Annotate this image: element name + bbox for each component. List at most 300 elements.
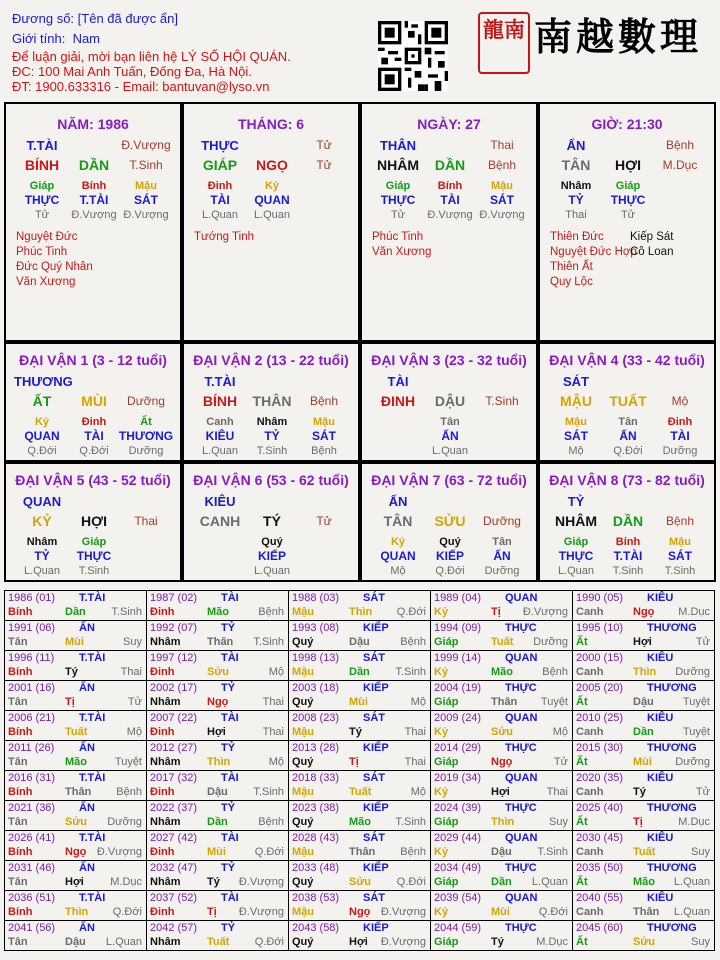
year-label: 2004 (19) bbox=[434, 682, 482, 694]
year-cell[interactable] bbox=[146, 800, 289, 831]
year-god: KIẾP bbox=[363, 742, 389, 754]
hidden-stem: Nhâm bbox=[26, 536, 58, 548]
year-branch: Dần bbox=[491, 876, 512, 888]
hidden-stem: Quý bbox=[261, 536, 283, 548]
year-god: KIÊU bbox=[647, 892, 674, 904]
dai-van-cell[interactable] bbox=[360, 462, 538, 582]
year-god: QUAN bbox=[505, 652, 538, 664]
year-stem: Nhâm bbox=[150, 756, 181, 768]
year-cell[interactable] bbox=[572, 740, 715, 771]
year-branch: Tý bbox=[349, 726, 362, 738]
pillar-star: Phúc Tinh bbox=[16, 246, 68, 258]
pillar-star: Văn Xương bbox=[16, 276, 76, 288]
year-truong-sinh: Suy bbox=[123, 636, 142, 648]
hidden-ts: Q.Đới bbox=[79, 445, 109, 457]
year-god: T.TÀI bbox=[79, 892, 106, 904]
year-cell[interactable] bbox=[430, 650, 573, 681]
hidden-god: TÀI bbox=[440, 193, 460, 207]
year-cell[interactable] bbox=[430, 740, 573, 771]
year-branch: Tý bbox=[633, 786, 646, 798]
year-god: SÁT bbox=[363, 892, 385, 904]
pillar-chi: NGỌ bbox=[256, 157, 288, 173]
year-truong-sinh: Mộ bbox=[552, 726, 568, 738]
pillar-star: Thiên Ất bbox=[550, 261, 593, 273]
year-stem: Canh bbox=[576, 726, 604, 738]
year-cell[interactable] bbox=[572, 770, 715, 801]
year-cell[interactable] bbox=[430, 800, 573, 831]
year-label: 2031 (46) bbox=[8, 862, 56, 874]
year-branch: Mùi bbox=[65, 636, 84, 648]
year-god: ẤN bbox=[79, 682, 95, 694]
dai-van-can: NHÂM bbox=[555, 513, 597, 529]
year-god: THƯƠNG bbox=[647, 922, 697, 934]
year-stem: Mậu bbox=[292, 726, 314, 738]
year-truong-sinh: Q.Đới bbox=[112, 906, 142, 918]
dai-van-chi-ts: Mộ bbox=[671, 394, 689, 408]
year-branch: Mão bbox=[65, 756, 87, 768]
phone-email-line[interactable]: ĐT: 1900.633316 - Email: bantuvan@lyso.vn bbox=[12, 79, 270, 94]
year-cell[interactable] bbox=[430, 590, 573, 621]
year-label: 1992 (07) bbox=[150, 622, 198, 634]
pillar-thap-than: THỰC bbox=[201, 138, 239, 153]
year-god: TÀI bbox=[221, 592, 239, 604]
year-god: TỶ bbox=[221, 922, 236, 934]
year-label: 2015 (30) bbox=[576, 742, 624, 754]
hidden-god: KIẾP bbox=[435, 549, 464, 563]
year-cell[interactable] bbox=[288, 830, 431, 861]
year-truong-sinh: Tử bbox=[695, 636, 710, 648]
year-cell[interactable] bbox=[146, 650, 289, 681]
pillar-truong-sinh: Bệnh bbox=[665, 138, 695, 152]
brand-logo: 南越數理 bbox=[534, 14, 703, 59]
year-cell[interactable] bbox=[430, 920, 573, 951]
year-truong-sinh: Đ.Vượng bbox=[522, 606, 568, 618]
hidden-stem: Nhâm bbox=[560, 180, 592, 192]
hidden-ts: L.Quan bbox=[201, 209, 239, 221]
year-cell[interactable] bbox=[288, 860, 431, 891]
hidden-god: SÁT bbox=[564, 429, 588, 443]
year-stem: Giáp bbox=[434, 816, 459, 828]
pillar-star-secondary: Cô Loan bbox=[630, 246, 674, 258]
year-cell[interactable] bbox=[146, 830, 289, 861]
year-stem: Tân bbox=[8, 636, 28, 648]
year-stem: Giáp bbox=[434, 876, 459, 888]
year-god: TỶ bbox=[221, 682, 236, 694]
year-branch: Thìn bbox=[633, 666, 657, 678]
year-god: ẤN bbox=[79, 802, 95, 814]
year-truong-sinh: Mộ bbox=[268, 666, 284, 678]
year-cell[interactable] bbox=[288, 770, 431, 801]
year-cell[interactable] bbox=[146, 860, 289, 891]
hidden-god: THƯƠNG bbox=[118, 429, 174, 443]
year-cell[interactable] bbox=[430, 890, 573, 921]
year-label: 2029 (44) bbox=[434, 832, 482, 844]
hidden-stem: Đinh bbox=[207, 180, 233, 192]
hidden-stem: Giáp bbox=[29, 180, 55, 192]
year-stem: Mậu bbox=[292, 906, 314, 918]
year-label: 1999 (14) bbox=[434, 652, 482, 664]
year-cell[interactable] bbox=[4, 680, 147, 711]
year-branch: Dậu bbox=[491, 846, 512, 858]
year-stem: Bính bbox=[8, 666, 33, 678]
year-branch: Thân bbox=[207, 636, 234, 648]
hidden-ts: L.Quan bbox=[23, 565, 61, 577]
year-label: 1998 (13) bbox=[292, 652, 340, 664]
year-god: KIẾP bbox=[363, 802, 389, 814]
year-cell[interactable] bbox=[146, 590, 289, 621]
year-cell[interactable] bbox=[4, 620, 147, 651]
year-truong-sinh: Bệnh bbox=[400, 846, 426, 858]
pillar-can: TÂN bbox=[561, 157, 591, 173]
hidden-stem: Đinh bbox=[667, 416, 693, 428]
year-god: TỶ bbox=[221, 622, 236, 634]
year-stem: Quý bbox=[292, 636, 314, 648]
year-stem: Bính bbox=[8, 726, 33, 738]
year-cell[interactable] bbox=[288, 800, 431, 831]
year-label: 2026 (41) bbox=[8, 832, 56, 844]
pillar-cell bbox=[538, 102, 716, 342]
year-label: 2025 (40) bbox=[576, 802, 624, 814]
year-cell[interactable] bbox=[146, 890, 289, 921]
dai-van-thap-than: T.TÀI bbox=[204, 374, 236, 389]
year-cell[interactable] bbox=[430, 770, 573, 801]
year-branch: Dậu bbox=[65, 936, 86, 948]
hidden-god: TỶ bbox=[34, 549, 50, 563]
year-cell[interactable] bbox=[288, 920, 431, 951]
hidden-god: QUAN bbox=[254, 193, 290, 207]
hidden-stem: Mậu bbox=[565, 416, 587, 428]
year-label: 2003 (18) bbox=[292, 682, 340, 694]
year-truong-sinh: Mộ bbox=[126, 726, 142, 738]
year-label: 2024 (39) bbox=[434, 802, 482, 814]
year-stem: Ất bbox=[576, 816, 588, 828]
year-cell[interactable] bbox=[572, 590, 715, 621]
year-cell[interactable] bbox=[572, 680, 715, 711]
year-stem: Ất bbox=[576, 636, 588, 648]
year-label: 2019 (34) bbox=[434, 772, 482, 784]
year-branch: Sửu bbox=[349, 876, 372, 888]
year-branch: Tuất bbox=[65, 726, 88, 738]
year-cell[interactable] bbox=[572, 830, 715, 861]
year-stem: Quý bbox=[292, 696, 314, 708]
year-label: 2021 (36) bbox=[8, 802, 56, 814]
year-god: TỶ bbox=[221, 742, 236, 754]
year-label: 1994 (09) bbox=[434, 622, 482, 634]
year-stem: Đinh bbox=[150, 846, 175, 858]
dai-van-chi-ts: Bệnh bbox=[309, 394, 339, 408]
year-cell[interactable] bbox=[288, 680, 431, 711]
year-god: QUAN bbox=[505, 832, 538, 844]
dai-van-chi: MÙI bbox=[81, 393, 107, 409]
year-stem: Đinh bbox=[150, 786, 175, 798]
year-cell[interactable] bbox=[146, 620, 289, 651]
year-stem: Mậu bbox=[292, 786, 314, 798]
year-truong-sinh: Thai bbox=[262, 696, 284, 708]
year-label: 2042 (57) bbox=[150, 922, 198, 934]
year-label: 1987 (02) bbox=[150, 592, 198, 604]
year-truong-sinh: Đ.Vượng bbox=[238, 906, 284, 918]
hidden-god: QUAN bbox=[380, 549, 416, 563]
year-branch: Mùi bbox=[491, 906, 510, 918]
year-label: 1991 (06) bbox=[8, 622, 56, 634]
hidden-ts: Đ.Vượng bbox=[479, 209, 525, 221]
year-cell[interactable] bbox=[4, 770, 147, 801]
dai-van-cell[interactable] bbox=[4, 342, 182, 462]
pillar-star: Thiên Đức bbox=[550, 231, 604, 243]
pillar-star: Văn Xương bbox=[372, 246, 432, 258]
year-cell[interactable] bbox=[146, 920, 289, 951]
year-stem: Nhâm bbox=[150, 696, 181, 708]
year-god: THƯƠNG bbox=[647, 742, 697, 754]
year-cell[interactable] bbox=[4, 740, 147, 771]
year-cell[interactable] bbox=[572, 650, 715, 681]
year-branch: Mùi bbox=[349, 696, 368, 708]
year-truong-sinh: Tuyệt bbox=[682, 726, 710, 738]
dai-van-cell[interactable] bbox=[360, 342, 538, 462]
hidden-ts: Q.Đới bbox=[27, 445, 57, 457]
year-truong-sinh: T.Sinh bbox=[395, 666, 426, 678]
year-god: TÀI bbox=[221, 652, 239, 664]
hidden-ts: Thai bbox=[565, 209, 587, 221]
year-cell[interactable] bbox=[288, 650, 431, 681]
year-god: THỰC bbox=[505, 862, 537, 874]
year-stem: Bính bbox=[8, 906, 33, 918]
year-stem: Đinh bbox=[150, 666, 175, 678]
dai-van-can: KỶ bbox=[32, 513, 52, 529]
year-truong-sinh: Bệnh bbox=[542, 666, 568, 678]
owner-line: Đương số: [Tên đã được ẩn] bbox=[12, 11, 178, 26]
year-god: ẤN bbox=[79, 862, 95, 874]
year-branch: Ngọ bbox=[633, 606, 655, 618]
hidden-stem: Giáp bbox=[615, 180, 641, 192]
year-truong-sinh: Thai bbox=[546, 786, 568, 798]
year-stem: Mậu bbox=[292, 666, 314, 678]
year-cell[interactable] bbox=[572, 860, 715, 891]
pillar-title: NĂM: 1986 bbox=[57, 116, 129, 132]
hidden-god: ẤN bbox=[441, 429, 459, 443]
year-cell[interactable] bbox=[430, 710, 573, 741]
dai-van-can: TÂN bbox=[383, 513, 413, 529]
dai-van-title: ĐẠI VẬN 2 (13 - 22 tuổi) bbox=[193, 352, 349, 368]
hidden-stem: Tân bbox=[440, 416, 460, 428]
dai-van-cell[interactable] bbox=[538, 342, 716, 462]
hidden-ts: T.Sinh bbox=[664, 565, 696, 577]
address-line: ĐC: 100 Mai Anh Tuấn, Đống Đa, Hà Nội. bbox=[12, 64, 252, 79]
hidden-ts: Tử bbox=[34, 209, 50, 221]
year-cell[interactable] bbox=[572, 620, 715, 651]
year-stem: Ất bbox=[576, 696, 588, 708]
year-label: 1996 (11) bbox=[8, 652, 55, 664]
year-label: 1989 (04) bbox=[434, 592, 482, 604]
pillar-can: NHÂM bbox=[377, 157, 419, 173]
pillar-cell bbox=[360, 102, 538, 342]
year-god: KIÊU bbox=[647, 712, 674, 724]
year-cell[interactable] bbox=[4, 830, 147, 861]
year-cell[interactable] bbox=[288, 740, 431, 771]
year-label: 2008 (23) bbox=[292, 712, 340, 724]
year-branch: Hợi bbox=[633, 636, 652, 648]
year-branch: Dần bbox=[65, 606, 86, 618]
dai-van-cell[interactable] bbox=[182, 342, 360, 462]
year-cell[interactable] bbox=[288, 890, 431, 921]
pillar-chi: DẦN bbox=[434, 157, 466, 173]
year-cell[interactable] bbox=[146, 770, 289, 801]
dai-van-chi: TUẤT bbox=[609, 393, 647, 409]
year-cell[interactable] bbox=[4, 590, 147, 621]
year-cell[interactable] bbox=[4, 920, 147, 951]
pillar-thap-than: T.TÀI bbox=[26, 138, 58, 153]
year-label: 2044 (59) bbox=[434, 922, 482, 934]
dai-van-chi-ts: Dưỡng bbox=[127, 394, 165, 408]
dai-van-can: ẤT bbox=[32, 393, 52, 409]
hidden-ts: Đ.Vượng bbox=[427, 209, 473, 221]
year-branch: Mão bbox=[633, 876, 655, 888]
year-cell[interactable] bbox=[146, 680, 289, 711]
year-stem: Mậu bbox=[292, 846, 314, 858]
year-cell[interactable] bbox=[572, 920, 715, 951]
year-cell[interactable] bbox=[430, 830, 573, 861]
year-truong-sinh: Bệnh bbox=[116, 786, 142, 798]
year-truong-sinh: Q.Đới bbox=[254, 846, 284, 858]
hidden-stem: Bính bbox=[437, 180, 463, 192]
year-branch: Thìn bbox=[349, 606, 373, 618]
year-branch: Thân bbox=[349, 846, 376, 858]
year-cell[interactable] bbox=[572, 800, 715, 831]
hidden-stem: Giáp bbox=[385, 180, 411, 192]
year-label: 2013 (28) bbox=[292, 742, 340, 754]
year-label: 1995 (10) bbox=[576, 622, 624, 634]
year-truong-sinh: M.Dục bbox=[678, 816, 710, 828]
year-branch: Dậu bbox=[633, 696, 654, 708]
year-label: 2006 (21) bbox=[8, 712, 56, 724]
year-stem: Quý bbox=[292, 876, 314, 888]
year-cell[interactable] bbox=[146, 710, 289, 741]
hidden-ts: Dưỡng bbox=[662, 445, 698, 457]
year-truong-sinh: Thai bbox=[404, 726, 426, 738]
hidden-god: KIÊU bbox=[205, 429, 235, 443]
year-stem: Bính bbox=[8, 846, 33, 858]
pillar-thap-than: ẤN bbox=[566, 138, 586, 153]
pillar-star: Phúc Tinh bbox=[372, 231, 424, 243]
year-label: 1988 (03) bbox=[292, 592, 340, 604]
year-cell[interactable] bbox=[4, 710, 147, 741]
hidden-ts: Đ.Vượng bbox=[71, 209, 117, 221]
year-truong-sinh: Mộ bbox=[268, 756, 284, 768]
year-cell[interactable] bbox=[430, 620, 573, 651]
dai-van-chi: DẬU bbox=[434, 393, 466, 409]
year-cell[interactable] bbox=[4, 800, 147, 831]
year-label: 2032 (47) bbox=[150, 862, 198, 874]
year-stem: Tân bbox=[8, 816, 28, 828]
pillar-star: Tướng Tinh bbox=[194, 231, 254, 243]
hidden-stem: Đinh bbox=[81, 416, 107, 428]
year-cell[interactable] bbox=[572, 890, 715, 921]
year-truong-sinh: Q.Đới bbox=[254, 936, 284, 948]
dai-van-chi-ts: T.Sinh bbox=[485, 394, 519, 408]
hidden-ts: T.Sinh bbox=[78, 565, 110, 577]
qr-code-icon[interactable] bbox=[378, 21, 448, 91]
year-truong-sinh: Suy bbox=[691, 936, 710, 948]
year-label: 2001 (16) bbox=[8, 682, 56, 694]
year-stem: Đinh bbox=[150, 606, 175, 618]
dai-van-cell[interactable] bbox=[182, 462, 360, 582]
year-stem: Nhâm bbox=[150, 876, 181, 888]
dai-van-cell[interactable] bbox=[4, 462, 182, 582]
year-truong-sinh: Tuyệt bbox=[114, 756, 142, 768]
year-stem: Giáp bbox=[434, 696, 459, 708]
dai-van-chi-ts: Thai bbox=[134, 514, 158, 528]
dai-van-chi: TÝ bbox=[263, 513, 281, 529]
year-god: THỰC bbox=[505, 682, 537, 694]
pillar-cell bbox=[4, 102, 182, 342]
hidden-stem: Kỷ bbox=[264, 180, 280, 192]
year-cell[interactable] bbox=[430, 860, 573, 891]
year-stem: Quý bbox=[292, 936, 314, 948]
dai-van-cell[interactable] bbox=[538, 462, 716, 582]
pillar-star: Nguyệt Đức bbox=[16, 231, 78, 243]
pillar-chi-ts: T.Sinh bbox=[129, 158, 163, 172]
year-label: 2043 (58) bbox=[292, 922, 340, 934]
hidden-god: TÀI bbox=[210, 193, 230, 207]
year-truong-sinh: Q.Đới bbox=[538, 906, 568, 918]
hidden-stem: Giáp bbox=[81, 536, 107, 548]
year-truong-sinh: Đ.Vượng bbox=[380, 906, 426, 918]
year-label: 2034 (49) bbox=[434, 862, 482, 874]
hidden-ts: T.Sinh bbox=[256, 445, 288, 457]
year-god: THƯƠNG bbox=[647, 682, 697, 694]
year-cell[interactable] bbox=[288, 620, 431, 651]
pillar-thap-than: THÂN bbox=[379, 138, 417, 153]
dai-van-thap-than: QUAN bbox=[22, 494, 62, 509]
year-truong-sinh: T.Sinh bbox=[395, 816, 426, 828]
year-cell[interactable] bbox=[4, 890, 147, 921]
year-stem: Ất bbox=[576, 756, 588, 768]
year-label: 2018 (33) bbox=[292, 772, 340, 784]
year-cell[interactable] bbox=[288, 710, 431, 741]
dai-van-thap-than: TÀI bbox=[387, 374, 409, 389]
year-label: 2028 (43) bbox=[292, 832, 340, 844]
hidden-stem: Bính bbox=[81, 180, 107, 192]
year-god: THỰC bbox=[505, 742, 537, 754]
year-label: 2030 (45) bbox=[576, 832, 624, 844]
year-branch: Tuất bbox=[349, 786, 372, 798]
hidden-god: TỶ bbox=[264, 429, 280, 443]
year-cell[interactable] bbox=[4, 650, 147, 681]
year-truong-sinh: Tuyệt bbox=[682, 696, 710, 708]
pillar-truong-sinh: Thai bbox=[490, 138, 514, 152]
hidden-ts: Dưỡng bbox=[128, 445, 164, 457]
year-god: KIẾP bbox=[363, 622, 389, 634]
year-cell[interactable] bbox=[288, 590, 431, 621]
pillar-title: NGÀY: 27 bbox=[417, 116, 481, 132]
year-truong-sinh: M.Dục bbox=[110, 876, 142, 888]
year-cell[interactable] bbox=[572, 710, 715, 741]
year-label: 2009 (24) bbox=[434, 712, 482, 724]
dai-van-title: ĐẠI VẬN 5 (43 - 52 tuổi) bbox=[15, 472, 171, 488]
hidden-ts: L.Quan bbox=[431, 445, 469, 457]
year-cell[interactable] bbox=[146, 740, 289, 771]
hidden-ts: Tử bbox=[390, 209, 406, 221]
pillar-cell bbox=[182, 102, 360, 342]
year-stem: Canh bbox=[576, 786, 604, 798]
year-branch: Mão bbox=[207, 606, 229, 618]
year-god: QUAN bbox=[505, 772, 538, 784]
year-cell[interactable] bbox=[4, 860, 147, 891]
year-branch: Thìn bbox=[65, 906, 89, 918]
year-god: T.TÀI bbox=[79, 832, 106, 844]
year-branch: Thân bbox=[65, 786, 92, 798]
year-cell[interactable] bbox=[430, 680, 573, 711]
